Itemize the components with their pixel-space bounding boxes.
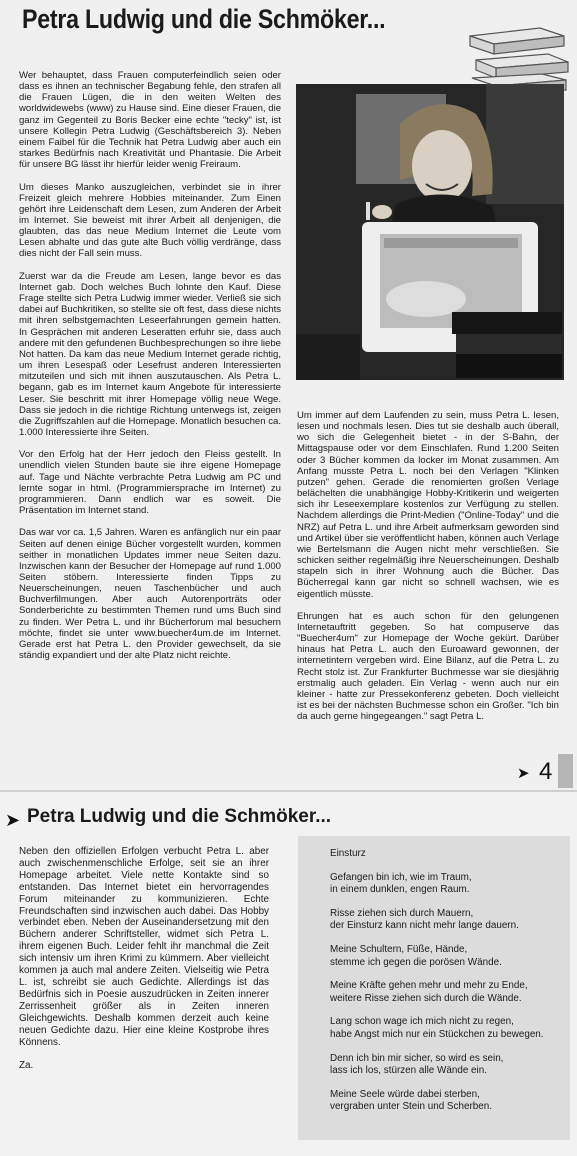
article-column-left <box>19 70 281 672</box>
page-number-bar <box>558 754 573 788</box>
stack-of-books-icon <box>462 22 572 92</box>
page-divider <box>0 790 577 792</box>
portrait-photo <box>296 84 564 380</box>
paragraph: Zuerst war da die Freude am Lesen, lange bevor es das Internet gab. Doch welches Buch lohnte den Kauf. Diese Frage stellte sich Petra Ludwig immer wieder. Verließ sie sich dabei auf Buchkritiken, so stellte sie oft fest, dass diese nichts mit ihren selbstgemachten Leseerfahrungen gemein hatten. In Gesprächen mit anderen Leseratten erfuhr sie, dass auch andere mit den gefundenen Buchbesprechungen so ihre liebe Not hatten. Da kam das neue Medium Internet gerade richtig, um ihren Lesespaß oder Lesefrust anderen Interessierten mitzuteilen und sich mit ihnen auszutauschen. Als Petra L. begann, gab es im Internet kaum Angebote für interessierte Leser. Sie beschritt mit ihrer Homepage völlig neue Wege. Dass sie jedoch in die richtige Richtung unterwegs ist, zeigen die Zugriffszahlen auf die Homepage. Monatlich besuchen ca. 1.000 Interessierte ihre Seiten. <box>19 270 281 438</box>
poem-line: Lang schon wage ich mich nicht zu regen, <box>330 1016 514 1028</box>
article-title: Petra Ludwig und die Schmöker... <box>22 4 386 34</box>
arrow-right-icon: ➤ <box>517 765 530 782</box>
poem-line: Denn ich bin mir sicher, so wird es sein, <box>330 1052 504 1064</box>
poem-line: in einem dunklen, engen Raum. <box>330 884 470 896</box>
page-number: 4 <box>539 758 553 785</box>
author-initials: Za. <box>19 1060 34 1072</box>
paragraph: Um immer auf dem Laufenden zu sein, muss Petra L. lesen, lesen und nochmals lesen. Dies tut sie deshalb auch überall, wo sich die Gelegenheit bietet - in der S-Bahn, der Mittagspause oder vor dem Einschlafen. Rund 1.200 Seiten oder 3 Bücher kommen da locker im Monat zusammen. Am Anfang musste Petra L. noch bei den Verlagen "Klinken putzen" gehen. Gerade die renomierten großen Verlage belächelten die unabhängige Hobby-Kritikerin und weigerten sich ihr Leseexemplare kostenlos zur Verfügung zu stellen. Nachdem allerdings die Print-Medien ("Online-Today" und die NRZ) auf Petra L. und ihre Arbeit aufmerksam geworden sind und Artikel über sie veröffentlicht haben, können auch Verlage wie Bertelsmann die Augen nicht mehr verschließen. Sie schicken seither regelmäßig ihre Neuerscheinungen. Deshalb stapeln sich in ihrer Wohnung auch die Bücher. Das Bücherregal kann gar nicht so schnell wachsen, wie es eigentlich müsste. <box>297 410 560 600</box>
poem-line: Risse ziehen sich durch Mauern, <box>330 907 474 919</box>
paragraph: Wer behauptet, dass Frauen computerfeindlich seien oder dass es ihnen an technischer Begabung fehle, den strafen all die Frauen Lügen, die in den weiten Welten des worldwidewebs (www) zu Hause sind. Eine dieser Frauen, die ganz im Gegenteil zu Boris Becker eine echte "tecky" ist, ist unsere Kollegin Petra Ludwig (Geschäftsbereich 3). Neben einem Faibel für die Technik hat Petra Ludwig aber auch ein starkes Bedürfnis nach Kreativität und Phantasie. Die Arbeit für unsere BG lässt ihr hierfür leider wenig Freiraum. <box>19 70 281 171</box>
poem-line: Meine Kräfte gehen mehr und mehr zu Ende, <box>330 980 528 992</box>
poem-line: der Einsturz kann nicht mehr lange dauern. <box>330 920 519 932</box>
poem-title: Einsturz <box>330 848 366 859</box>
poem <box>330 848 572 1114</box>
photo-image <box>296 84 564 380</box>
continuation-title: Petra Ludwig und die Schmöker... <box>27 806 332 827</box>
poem-line: vergraben unter Stein und Scherben. <box>330 1101 492 1113</box>
paragraph: Vor den Erfolg hat der Herr jedoch den Fleiss gestellt. In unendlich vielen Stunden baute sie ihre eigene Homepage auf. Tage und Nächte verbrachte Petra Ludwig am PC und lernte sogar in html. (Programmiersprache im Internet) zu programmieren. Dann endlich war es soweit. Die Präsentation im Internet stand. <box>19 449 281 517</box>
paragraph: Ehrungen hat es auch schon für den gelungenen Internetauftritt gegeben. So hat compuserve das "Buecher4um" zur Homepage der Woche gekürt. Darüber hinaus hat Petra L. auch den Euroaward gewonnen, der internetintern vergeben wird. Eine Bilanz, auf die Petra L. zu Recht stolz ist. Zur Frankfurter Buchmesse war sie diesjährig erstmalig auch geladen. Ein Verlag - wenn auch nur ein kleiner - hatte zur Pressekonferenz gebeten. Doch vielleicht ist es bei der nächsten Buchmesse schon ein Großer. "Ich bin da auch gerne hingegeangen." sagt Petra L. <box>297 610 559 723</box>
poem-line: habe Angst mich nur ein Stückchen zu bewegen. <box>330 1028 544 1040</box>
article-column-right <box>297 410 559 734</box>
poem-line: Meine Schultern, Füße, Hände, <box>330 943 468 955</box>
paragraph: Neben den offiziellen Erfolgen verbucht Petra L. aber auch zwischenmenschliche Erfolge, seit sie an ihrer Homepage arbeitet. Viele nette Kontakte sind so entstanden. Das Internet bietet ein hervorragendes Forum miteinander zu kommunizieren. Echte Freundschaften sind inzwischen auch dabei. Das Hobby verbindet eben. Neben der Auseinandersetzung mit den Büchern anderer Schriftsteller, widmet sich Petra L. ihrem eigenen Buch. Leider fehlt ihr manchmal die Zeit sich intensiv um ihren Krimi zu kümmern. Aber vielleicht kommen ja auch mal andere Zeiten. Vielseitig wie Petra L. ist, schreibt sie auch Gedichte. Allerdings ist das Bedürfnis sich in Poesie auszudrücken in Zeiten innerer Zerrissenheit größer als in Zeiten inneren Gleichgewichts. Deshalb kommen derzeit auch keine neuen Gedichte dazu. Hier eine kleine Kostprobe ihres Könnens. <box>19 846 269 1048</box>
poem-line: lass ich los, stürzen alle Wände ein. <box>330 1065 487 1077</box>
poem-line: stemme ich gegen die porösen Wände. <box>330 956 502 968</box>
paragraph: Das war vor ca. 1,5 Jahren. Waren es anfänglich nur ein paar Seiten auf denen einige Bücher vorgestellt wurden, kommen seither in monatlichen Updates immer neue Seiten dazu. Inzwischen kann der Besucher der Homepage auf rund 1.000 Seiten stöbern. Interessierte finden Tipps zu Neuerscheinungen, neuen Taschenbücher und auch Buchverfilmungen. Aber auch Autorenporträts oder Sonderberichte zu bestimmten Themen rund ums Buch sind zu finden. Wer Petra L. und ihr Bücherforum mal besuchern möchte, findet sie unter www.buecher4um.de im Internet. Gerade erst hat Petra L. den Provider gewechselt, da sie ständig expandiert und der alte Platz nicht reichte. <box>19 527 281 662</box>
poem-line: Meine Seele würde dabei sterben, <box>330 1088 480 1100</box>
article-column-continued <box>19 846 269 1084</box>
arrow-right-icon: ➤ <box>5 810 21 830</box>
poem-line: Gefangen bin ich, wie im Traum, <box>330 871 472 883</box>
paragraph: Um dieses Manko auszugleichen, verbindet sie in ihrer Freizeit gleich mehrere Hobbies miteinander. Zum Einen gehört ihre Leidenschaft dem Lesen, zum Anderen der Arbeit im Internet. Sie beweist mit ihrer Arbeit all denjenigen, die glaubten, das das neue Medium Internet die Leute vom Lesen abhalte und das gute alte Buch völlig verdränge, dass dies nicht der Fall sein muss. <box>19 181 281 260</box>
poem-line: weitere Risse ziehen sich durch die Wände. <box>330 992 522 1004</box>
